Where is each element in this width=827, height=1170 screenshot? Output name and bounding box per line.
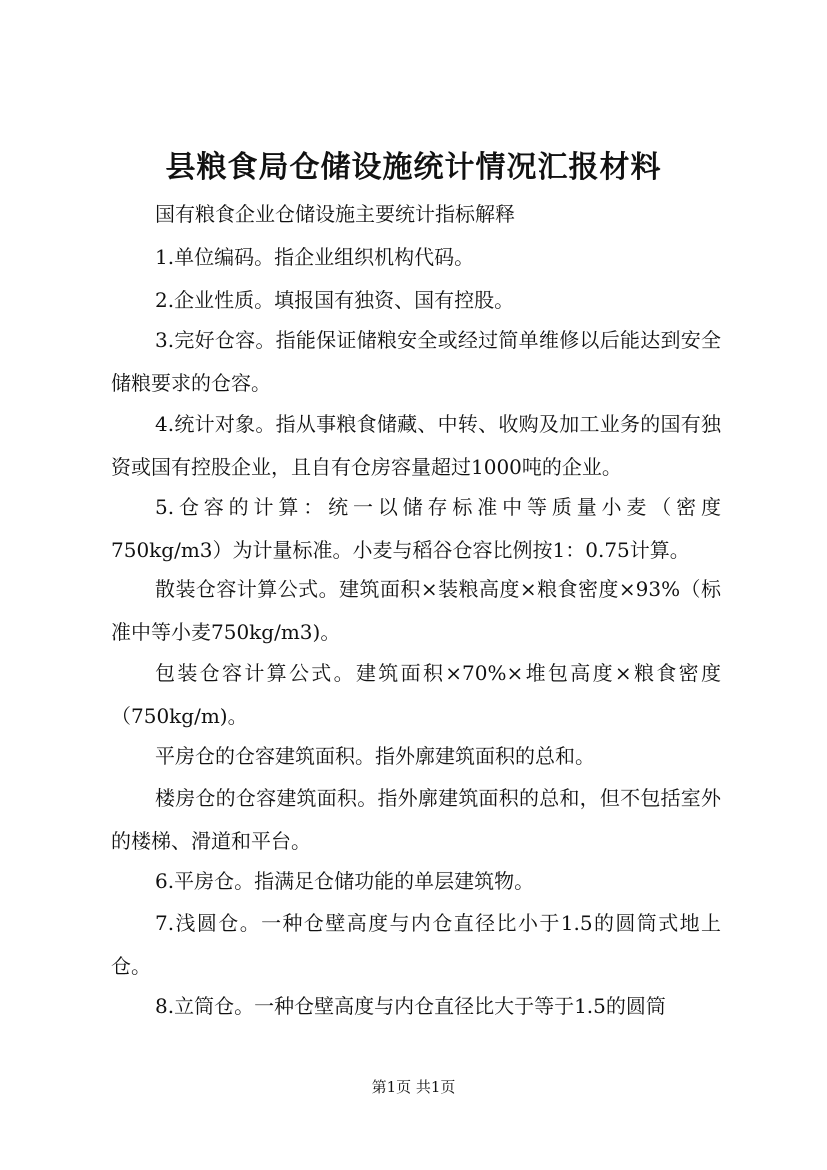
paragraph-3: 3.完好仓容。指能保证储粮安全或经过简单维修以后能达到安全储粮要求的仓容。 <box>111 328 721 395</box>
paragraph-building-warehouse-area: 楼房仓的仓容建筑面积。指外廓建筑面积的总和，但不包括室外的楼梯、滑道和平台。 <box>111 786 721 853</box>
paragraph-2: 2.企业性质。填报国有独资、国有控股。 <box>155 288 515 312</box>
paragraph-4: 4.统计对象。指从事粮食储藏、中转、收购及加工业务的国有独资或国有控股企业，且自有仓房容量超过1000吨的企业。 <box>111 412 721 479</box>
paragraph-6: 6.平房仓。指满足仓储功能的单层建筑物。 <box>155 869 535 893</box>
paragraph-heading: 国有粮食企业仓储设施主要统计指标解释 <box>155 202 515 226</box>
paragraph-bulk-formula: 散装仓容计算公式。建筑面积×装粮高度×粮食密度×93%（标准中等小麦750kg/m3)。 <box>111 577 721 644</box>
paragraph-7: 7.浅圆仓。一种仓壁高度与内仓直径比小于1.5的圆筒式地上仓。 <box>111 911 721 978</box>
paragraph-8: 8.立筒仓。一种仓壁高度与内仓直径比大于等于1.5的圆筒 <box>155 994 666 1018</box>
paragraph-flat-warehouse-area: 平房仓的仓容建筑面积。指外廓建筑面积的总和。 <box>155 744 595 768</box>
paragraph-bag-formula: 包装仓容计算公式。建筑面积×70%×堆包高度×粮食密度（750kg/m)。 <box>111 661 721 728</box>
paragraph-1: 1.单位编码。指企业组织机构代码。 <box>155 245 475 269</box>
document-title: 县粮食局仓储设施统计情况汇报材料 <box>165 150 662 185</box>
paragraph-5: 5.仓容的计算：统一以储存标准中等质量小麦（密度750kg/m3）为计量标准。小麦与稻谷仓容比例按1：0.75计算。 <box>111 495 721 562</box>
page-footer: 第1页 共1页 <box>371 1078 456 1096</box>
